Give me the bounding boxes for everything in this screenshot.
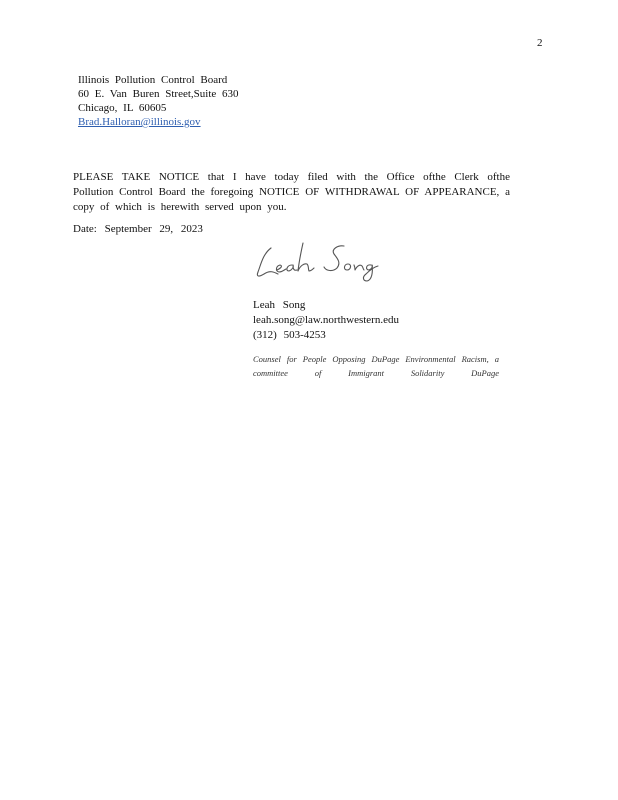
notice-paragraph: PLEASE TAKE NOTICE that I have today filed with the Office ofthe Clerk ofthe Pollution Control Board the foregoing NOTICE OF WITHDRAWAL OF APPEARANCE, a copy of which is herewith served upon you. — [73, 171, 510, 213]
page-number: 2 — [537, 37, 543, 49]
recipient-street: 60 E. Van Buren Street,Suite 630 — [78, 88, 239, 100]
counsel-affiliation: Counsel for People Opposing DuPage Environmental Racism, a committee of Immigrant Solidarity DuPage — [253, 354, 499, 378]
recipient-address-block — [78, 73, 239, 129]
handwritten-signature — [250, 236, 385, 288]
recipient-name: Illinois Pollution Control Board — [78, 74, 228, 86]
signer-block — [253, 298, 399, 343]
signer-phone: (312) 503-4253 — [253, 329, 326, 341]
recipient-city: Chicago, IL 60605 — [78, 102, 167, 114]
recipient-email-line — [78, 115, 239, 129]
filing-date: Date: September 29, 2023 — [73, 223, 203, 235]
signer-name: Leah Song — [253, 299, 306, 311]
signer-email: leah.song@law.northwestern.edu — [253, 314, 399, 326]
recipient-email-link[interactable]: Brad.Halloran@illinois.gov — [78, 116, 201, 128]
